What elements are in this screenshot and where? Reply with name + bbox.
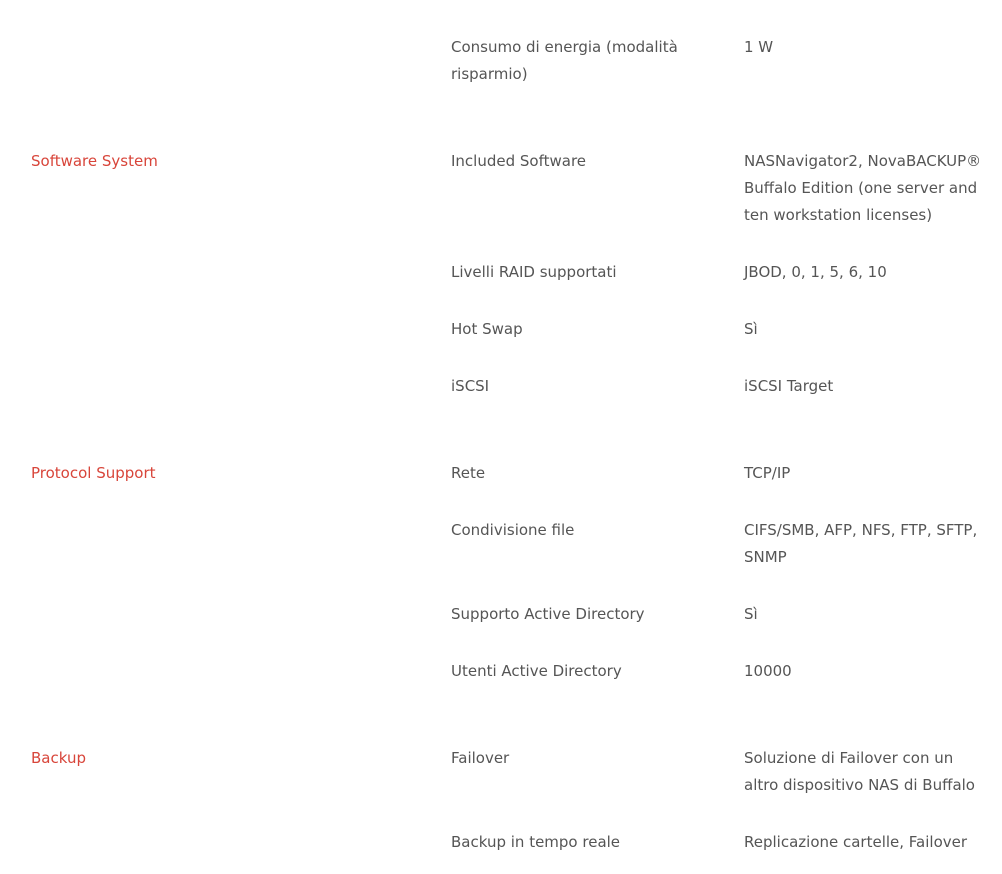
spec-value: NASNavigator2, NovaBACKUP® Buffalo Edition (one server and ten workstation licenses) (744, 152, 982, 224)
section-title: Software System (31, 152, 158, 170)
spec-value: Sì (744, 605, 758, 623)
spec-label: Utenti Active Directory (451, 662, 622, 680)
spec-label: Hot Swap (451, 320, 523, 338)
spec-label: Consumo di energia (modalità risparmio) (451, 38, 678, 83)
spec-value: 1 W (744, 38, 774, 56)
spec-value: Replicazione cartelle, Failover (744, 833, 968, 851)
spec-label: Included Software (451, 152, 587, 170)
spec-value: TCP/IP (744, 464, 791, 482)
section-title: Protocol Support (31, 464, 156, 482)
spec-label: Livelli RAID supportati (451, 263, 617, 281)
spec-label: Rete (451, 464, 486, 482)
spec-label: Backup in tempo reale (451, 833, 621, 851)
spec-label: Condivisione file (451, 521, 575, 539)
section-title: Backup (31, 749, 86, 767)
spec-label: iSCSI (451, 377, 490, 395)
spec-value: Soluzione di Failover con un altro dispositivo NAS di Buffalo (744, 749, 975, 794)
spec-value: iSCSI Target (744, 377, 834, 395)
spec-label: Supporto Active Directory (451, 605, 645, 623)
spec-value: JBOD, 0, 1, 5, 6, 10 (744, 263, 887, 281)
spec-value: CIFS/SMB, AFP, NFS, FTP, SFTP, SNMP (744, 521, 978, 566)
spec-value: Sì (744, 320, 758, 338)
spec-value: 10000 (744, 662, 792, 680)
spec-label: Failover (451, 749, 510, 767)
